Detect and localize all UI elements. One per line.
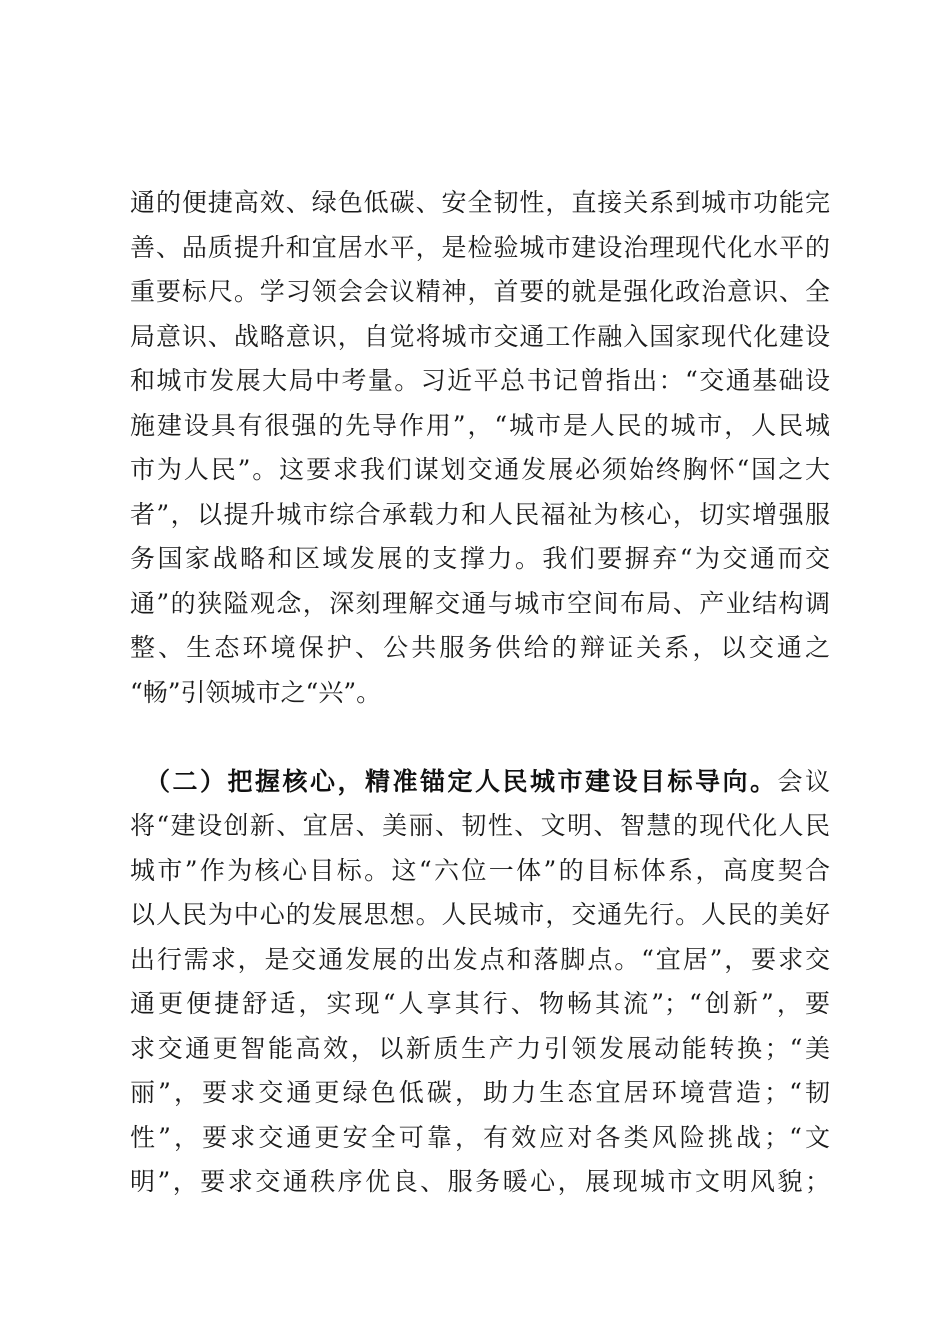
text-line: 通的便捷高效、绿色低碳、安全韧性，直接关系到城市功能完 [130,188,830,217]
text-line: 善、品质提升和宜居水平，是检验城市建设治理现代化水平的 [130,232,830,262]
text-line: 性”，要求交通更安全可靠，有效应对各类风险挑战；“文 [130,1122,830,1152]
section-heading: （二）把握核心，精准锚定人民城市建设目标导向。 [157,766,778,796]
body-text [130,181,830,1205]
text-line: 务国家战略和区域发展的支撑力。我们要摒弃“为交通而交 [130,544,830,573]
text-line: “畅”引领城市之“兴”。 [130,677,382,707]
text-line: 明”，要求交通秩序优良、服务暖心，展现城市文明风貌； [130,1167,830,1196]
text-line: 施建设具有很强的先导作用”，“城市是人民的城市，人民城 [130,410,830,440]
section-heading-line [130,760,830,805]
text-line: 出行需求，是交通发展的出发点和落脚点。“宜居”，要求交 [130,944,830,974]
text-line: 重要标尺。学习领会会议精神，首要的就是强化政治意识、全 [130,277,830,306]
text-line: 者”，以提升城市综合承载力和人民福祉为核心，切实增强服 [130,499,830,529]
text-line: 城市”作为核心目标。这“六位一体”的目标体系，高度契合 [130,855,830,885]
text-line: 整、生态环境保护、公共服务供给的辩证关系，以交通之 [130,633,830,662]
text-line: 局意识、战略意识，自觉将城市交通工作融入国家现代化建设 [130,321,830,351]
text-line: 通更便捷舒适，实现“人享其行、物畅其流”；“创新”，要 [130,989,830,1018]
text-line: 市为人民”。这要求我们谋划交通发展必须始终胸怀“国之大 [130,455,830,484]
text-line: 和城市发展大局中考量。习近平总书记曾指出：“交通基础设 [130,366,830,395]
text-line: 以人民为中心的发展思想。人民城市，交通先行。人民的美好 [130,900,830,929]
paragraph-gap [130,715,830,760]
text-line: 丽”，要求交通更绿色低碳，助力生态宜居环境营造；“韧 [130,1078,830,1107]
heading-tail-text: 会议 [777,766,830,796]
text-line: 将“建设创新、宜居、美丽、韧性、文明、智慧的现代化人民 [130,811,830,840]
text-line: 求交通更智能高效，以新质生产力引领发展动能转换；“美 [130,1033,830,1063]
text-line: 通”的狭隘观念，深刻理解交通与城市空间布局、产业结构调 [130,588,830,618]
